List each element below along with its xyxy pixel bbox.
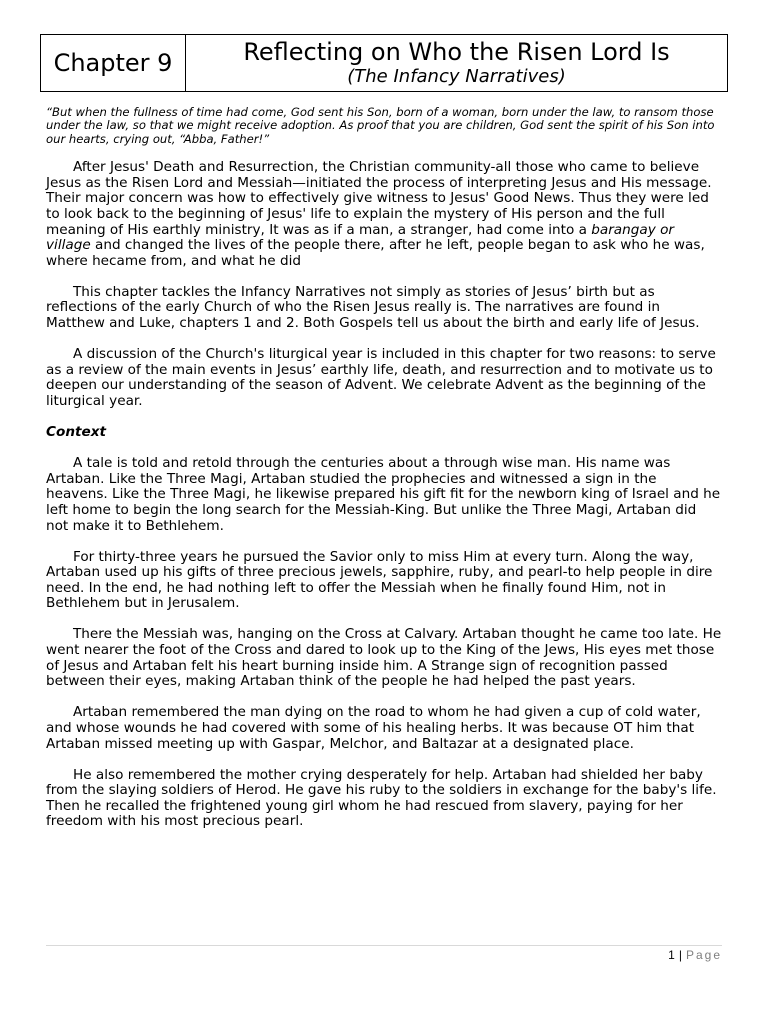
footer-separator: |	[678, 948, 682, 962]
context-paragraph: He also remembered the mother crying desperately for help. Artaban had shielded her baby from the slaying soldiers of Herod. He gave his ruby to the soldiers in exchange for the baby's life. Then he recalled the frightened young girl whom he had rescued from slavery, paying for her freedom with his most precious pearl.	[46, 766, 717, 830]
intro-paragraph-1	[46, 160, 722, 269]
chapter-title: Reflecting on Who the Risen Lord Is	[243, 37, 670, 66]
intro-paragraph-1-italic: barangay or village	[46, 221, 674, 254]
epigraph-quote: “But when the fullness of time had come, God sent his Son, born of a woman, born under the law, to ransom those under the law, so that we might receive adoption. As proof that you are children, God sent the spirit of his Son into our hearts, crying out, “Abba, Father!”	[46, 105, 715, 146]
context-heading: Context	[46, 424, 106, 441]
document-body	[46, 106, 722, 846]
context-paragraph: For thirty-three years he pursued the Savior only to miss Him at every turn. Along the way, Artaban used up his gifts of three precious jewels, sapphire, ruby, and pearl-to help people in dire need. In the end, he had nothing left to offer the Messiah when he finally found Him, not in Bethlehem but in Jerusalem.	[46, 548, 713, 612]
intro-paragraph-1-text-a: After Jesus' Death and Resurrection, the Christian community-all those who came to believe Jesus as the Risen Lord and Messiah—initiated the process of interpreting Jesus and His message. Their major concern was how to effectively give witness to Jesus' Good News. Thus they were led to look back to the beginning of Jesus' life to explain the mystery of His person and the full meaning of His earthly ministry, It was as if a man, a stranger, had come into a	[46, 159, 712, 238]
footer-divider	[46, 945, 722, 946]
intro-paragraph-1-text-b: and changed the lives of the people there, after he left, people began to ask who he was, where hecame from, and what he did	[46, 237, 705, 269]
page-number: 1	[668, 948, 675, 962]
page-label: Page	[685, 948, 722, 962]
intro-paragraph-2: This chapter tackles the Infancy Narratives not simply as stories of Jesus’ birth but as reflections of the early Church of who the Risen Jesus really is. The narratives are found in Matthew and Luke, chapters 1 and 2. Both Gospels tell us about the birth and early life of Jesus.	[46, 283, 700, 332]
chapter-label: Chapter 9	[41, 35, 186, 91]
context-paragraph: There the Messiah was, hanging on the Cross at Calvary. Artaban thought he came too late. He went nearer the foot of the Cross and dared to look up to the King of the Jews, His eyes met those of Jesus and Artaban felt his heart burning inside him. A Strange sign of recognition passed between their eyes, making Artaban think of the people he had helped the past years.	[46, 626, 722, 690]
chapter-subtitle: (The Infancy Narratives)	[347, 65, 566, 87]
context-paragraph: A tale is told and retold through the centuries about a through wise man. His name was Artaban. Like the Three Magi, Artaban studied the prophecies and witnessed a sign in the heavens. Like the Three Magi, he likewise prepared his gift fit for the newborn king of Israel and he left home to begin the long search for the Messiah-King. But unlike the Three Magi, Artaban did not make it to Bethlehem.	[46, 455, 721, 534]
chapter-header	[40, 34, 728, 92]
page-footer	[668, 948, 722, 962]
context-paragraph: Artaban remembered the man dying on the road to whom he had given a cup of cold water, and whose wounds he had covered with some of his healing herbs. It was because OT him that Artaban missed meeting up with Gaspar, Melchor, and Baltazar at a designated place.	[46, 704, 701, 752]
intro-paragraph-3: A discussion of the Church's liturgical year is included in this chapter for two reasons: to serve as a review of the main events in Jesus’ earthly life, death, and resurrection and to motivate us to deepen our understanding of the season of Advent. We celebrate Advent as the beginning of the liturgical year.	[46, 346, 716, 409]
chapter-title-cell	[186, 35, 727, 91]
